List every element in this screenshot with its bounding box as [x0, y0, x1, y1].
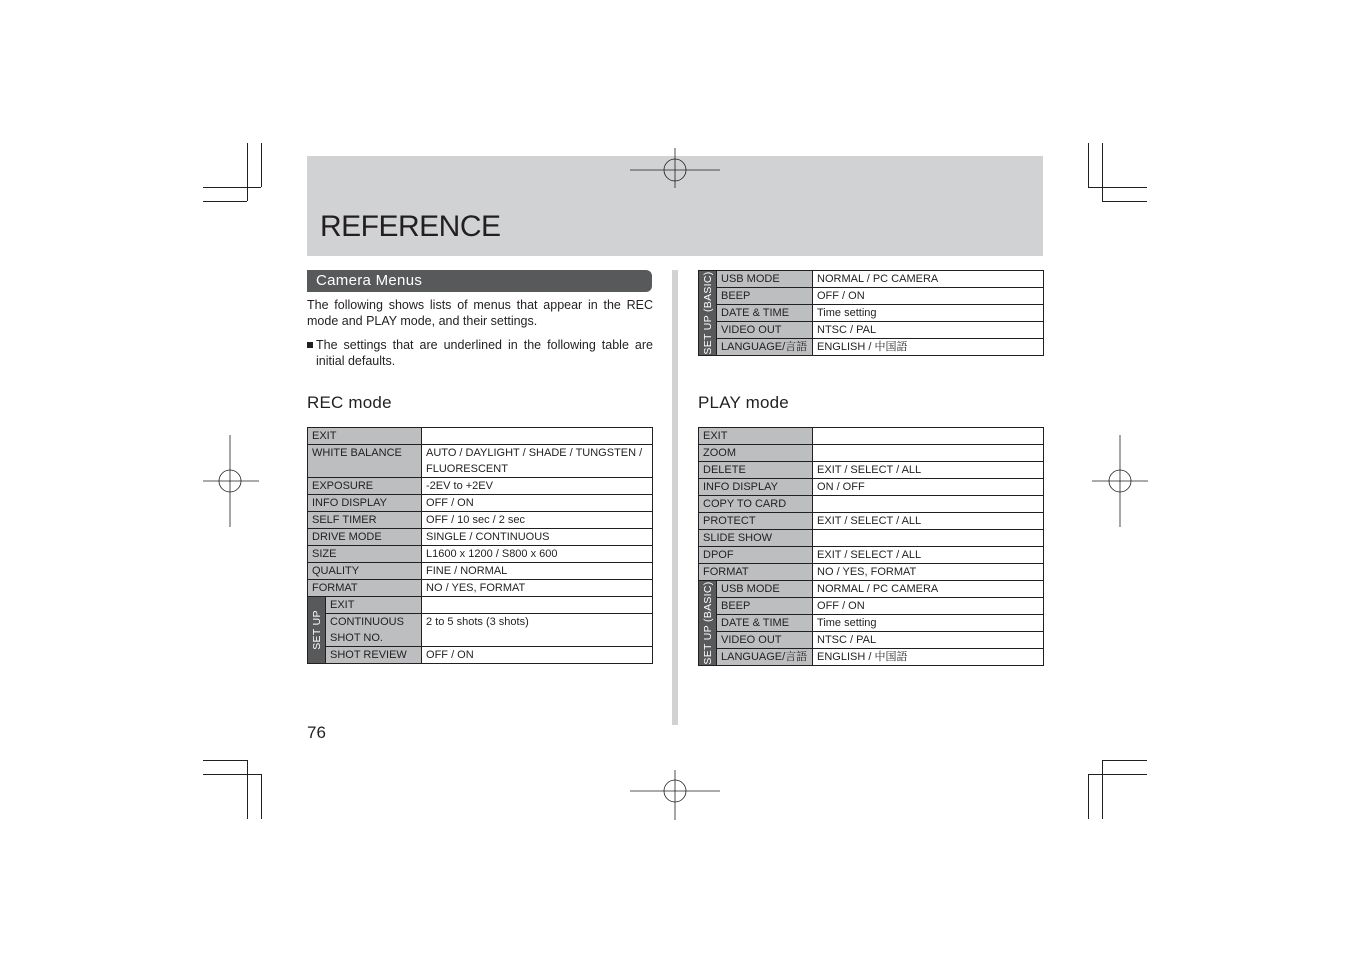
page-title: REFERENCE — [320, 210, 501, 243]
table-row — [699, 271, 1044, 288]
table-row — [308, 647, 653, 664]
menu-item-key: ZOOM — [699, 445, 813, 462]
menu-item-key: COPY TO CARD — [699, 496, 813, 513]
menu-item-key: SHOT REVIEW — [326, 647, 422, 664]
menu-item-value: L1600 x 1200 / S800 x 600 — [422, 546, 653, 563]
table-row — [699, 339, 1044, 356]
menu-item-value: NO / YES, FORMAT — [422, 580, 653, 597]
menu-item-value: Time setting — [813, 305, 1044, 322]
table-row — [308, 495, 653, 512]
menu-item-value: FINE / NORMAL — [422, 563, 653, 580]
defaults-note — [307, 338, 653, 369]
menu-item-key: VIDEO OUT — [717, 632, 813, 649]
menu-item-value: NTSC / PAL — [813, 322, 1044, 339]
menu-item-key: EXIT — [699, 428, 813, 445]
table-row — [308, 546, 653, 563]
menu-item-key: USB MODE — [717, 271, 813, 288]
menu-item-value: OFF / ON — [422, 495, 653, 512]
table-row — [699, 564, 1044, 581]
menu-item-value: EXIT / SELECT / ALL — [813, 462, 1044, 479]
menu-item-key: EXIT — [308, 428, 422, 445]
menu-item-key: SIZE — [308, 546, 422, 563]
menu-item-key: DELETE — [699, 462, 813, 479]
table-row — [308, 478, 653, 495]
menu-item-value — [422, 597, 653, 614]
menu-item-value: EXIT / SELECT / ALL — [813, 513, 1044, 530]
table-row — [699, 445, 1044, 462]
table-row — [699, 288, 1044, 305]
menu-item-key: CONTINUOUS SHOT NO. — [326, 614, 422, 647]
table-row — [699, 496, 1044, 513]
square-bullet-icon — [307, 342, 313, 348]
menu-item-value: ENGLISH / 中国語 — [813, 339, 1044, 356]
registration-mark-left-icon — [203, 435, 259, 527]
menu-item-value: ON / OFF — [813, 479, 1044, 496]
menu-item-key: LANGUAGE/言語 — [717, 649, 813, 666]
menu-item-value: OFF / ON — [813, 288, 1044, 305]
setup-group-label — [308, 597, 326, 664]
page-number: 76 — [307, 723, 326, 742]
menu-item-key: EXPOSURE — [308, 478, 422, 495]
menu-item-value: OFF / 10 sec / 2 sec — [422, 512, 653, 529]
menu-item-value: NTSC / PAL — [813, 632, 1044, 649]
table-row — [699, 479, 1044, 496]
table-row — [699, 632, 1044, 649]
table-row — [699, 530, 1044, 547]
menu-item-value: NO / YES, FORMAT — [813, 564, 1044, 581]
table-row — [308, 597, 653, 614]
setup-basic-group-label-text: SET UP (BASIC) — [701, 271, 714, 355]
menu-item-value: Time setting — [813, 615, 1044, 632]
menu-item-key: INFO DISPLAY — [308, 495, 422, 512]
menu-item-value: NORMAL / PC CAMERA — [813, 271, 1044, 288]
menu-item-key: FORMAT — [308, 580, 422, 597]
menu-item-value: OFF / ON — [813, 598, 1044, 615]
menu-item-key: INFO DISPLAY — [699, 479, 813, 496]
menu-item-key: SELF TIMER — [308, 512, 422, 529]
table-row — [308, 512, 653, 529]
menu-item-key: DRIVE MODE — [308, 529, 422, 546]
menu-item-value — [813, 428, 1044, 445]
column-divider — [672, 270, 678, 725]
registration-mark-right-icon — [1092, 435, 1148, 527]
play-mode-title: PLAY mode — [698, 393, 789, 412]
table-row — [308, 563, 653, 580]
menu-item-key: PROTECT — [699, 513, 813, 530]
menu-item-value — [813, 530, 1044, 547]
play-mode-table — [698, 427, 1044, 666]
table-row — [699, 581, 1044, 598]
rec-mode-title: REC mode — [307, 393, 392, 412]
menu-item-key: LANGUAGE/言語 — [717, 339, 813, 356]
menu-item-key: DATE & TIME — [717, 615, 813, 632]
section-title-bar: Camera Menus — [307, 270, 652, 292]
menu-item-key: DPOF — [699, 547, 813, 564]
registration-mark-bottom-icon — [630, 770, 720, 820]
menu-item-value: 2 to 5 shots (3 shots) — [422, 614, 653, 647]
menu-item-key: EXIT — [326, 597, 422, 614]
menu-item-value: OFF / ON — [422, 647, 653, 664]
menu-item-value: SINGLE / CONTINUOUS — [422, 529, 653, 546]
table-row — [699, 649, 1044, 666]
menu-item-key: QUALITY — [308, 563, 422, 580]
table-row — [699, 598, 1044, 615]
menu-item-value — [422, 428, 653, 445]
registration-mark-top-icon — [630, 148, 720, 188]
menu-item-key: SLIDE SHOW — [699, 530, 813, 547]
menu-item-value — [813, 496, 1044, 513]
setup-group-label-text: SET UP — [310, 610, 323, 650]
table-row — [699, 615, 1044, 632]
menu-item-value: -2EV to +2EV — [422, 478, 653, 495]
table-row — [308, 580, 653, 597]
defaults-note-text: The settings that are underlined in the following table are initial defaults. — [316, 338, 653, 368]
menu-item-key: VIDEO OUT — [717, 322, 813, 339]
table-row — [699, 428, 1044, 445]
menu-item-key: BEEP — [717, 598, 813, 615]
table-row — [699, 462, 1044, 479]
menu-item-value: ENGLISH / 中国語 — [813, 649, 1044, 666]
rec-mode-table — [307, 427, 653, 664]
table-row — [699, 305, 1044, 322]
menu-item-value: NORMAL / PC CAMERA — [813, 581, 1044, 598]
setup-basic-table — [698, 270, 1044, 356]
menu-item-key: DATE & TIME — [717, 305, 813, 322]
menu-item-key: USB MODE — [717, 581, 813, 598]
menu-item-key: FORMAT — [699, 564, 813, 581]
setup-basic-group-label — [699, 271, 717, 356]
table-row — [699, 547, 1044, 564]
menu-item-value: AUTO / DAYLIGHT / SHADE / TUNGSTEN / FLUORESCENT — [422, 445, 653, 478]
table-row — [308, 614, 653, 647]
intro-paragraph: The following shows lists of menus that appear in the REC mode and PLAY mode, and their settings. — [307, 298, 653, 328]
menu-item-value: EXIT / SELECT / ALL — [813, 547, 1044, 564]
table-row — [308, 529, 653, 546]
menu-item-key: BEEP — [717, 288, 813, 305]
menu-item-key: WHITE BALANCE — [308, 445, 422, 478]
table-row — [699, 322, 1044, 339]
table-row — [699, 513, 1044, 530]
menu-item-value — [813, 445, 1044, 462]
table-row — [308, 428, 653, 445]
play-setup-basic-group-label — [699, 581, 717, 666]
table-row — [308, 445, 653, 478]
play-setup-basic-group-label-text: SET UP (BASIC) — [701, 581, 714, 665]
